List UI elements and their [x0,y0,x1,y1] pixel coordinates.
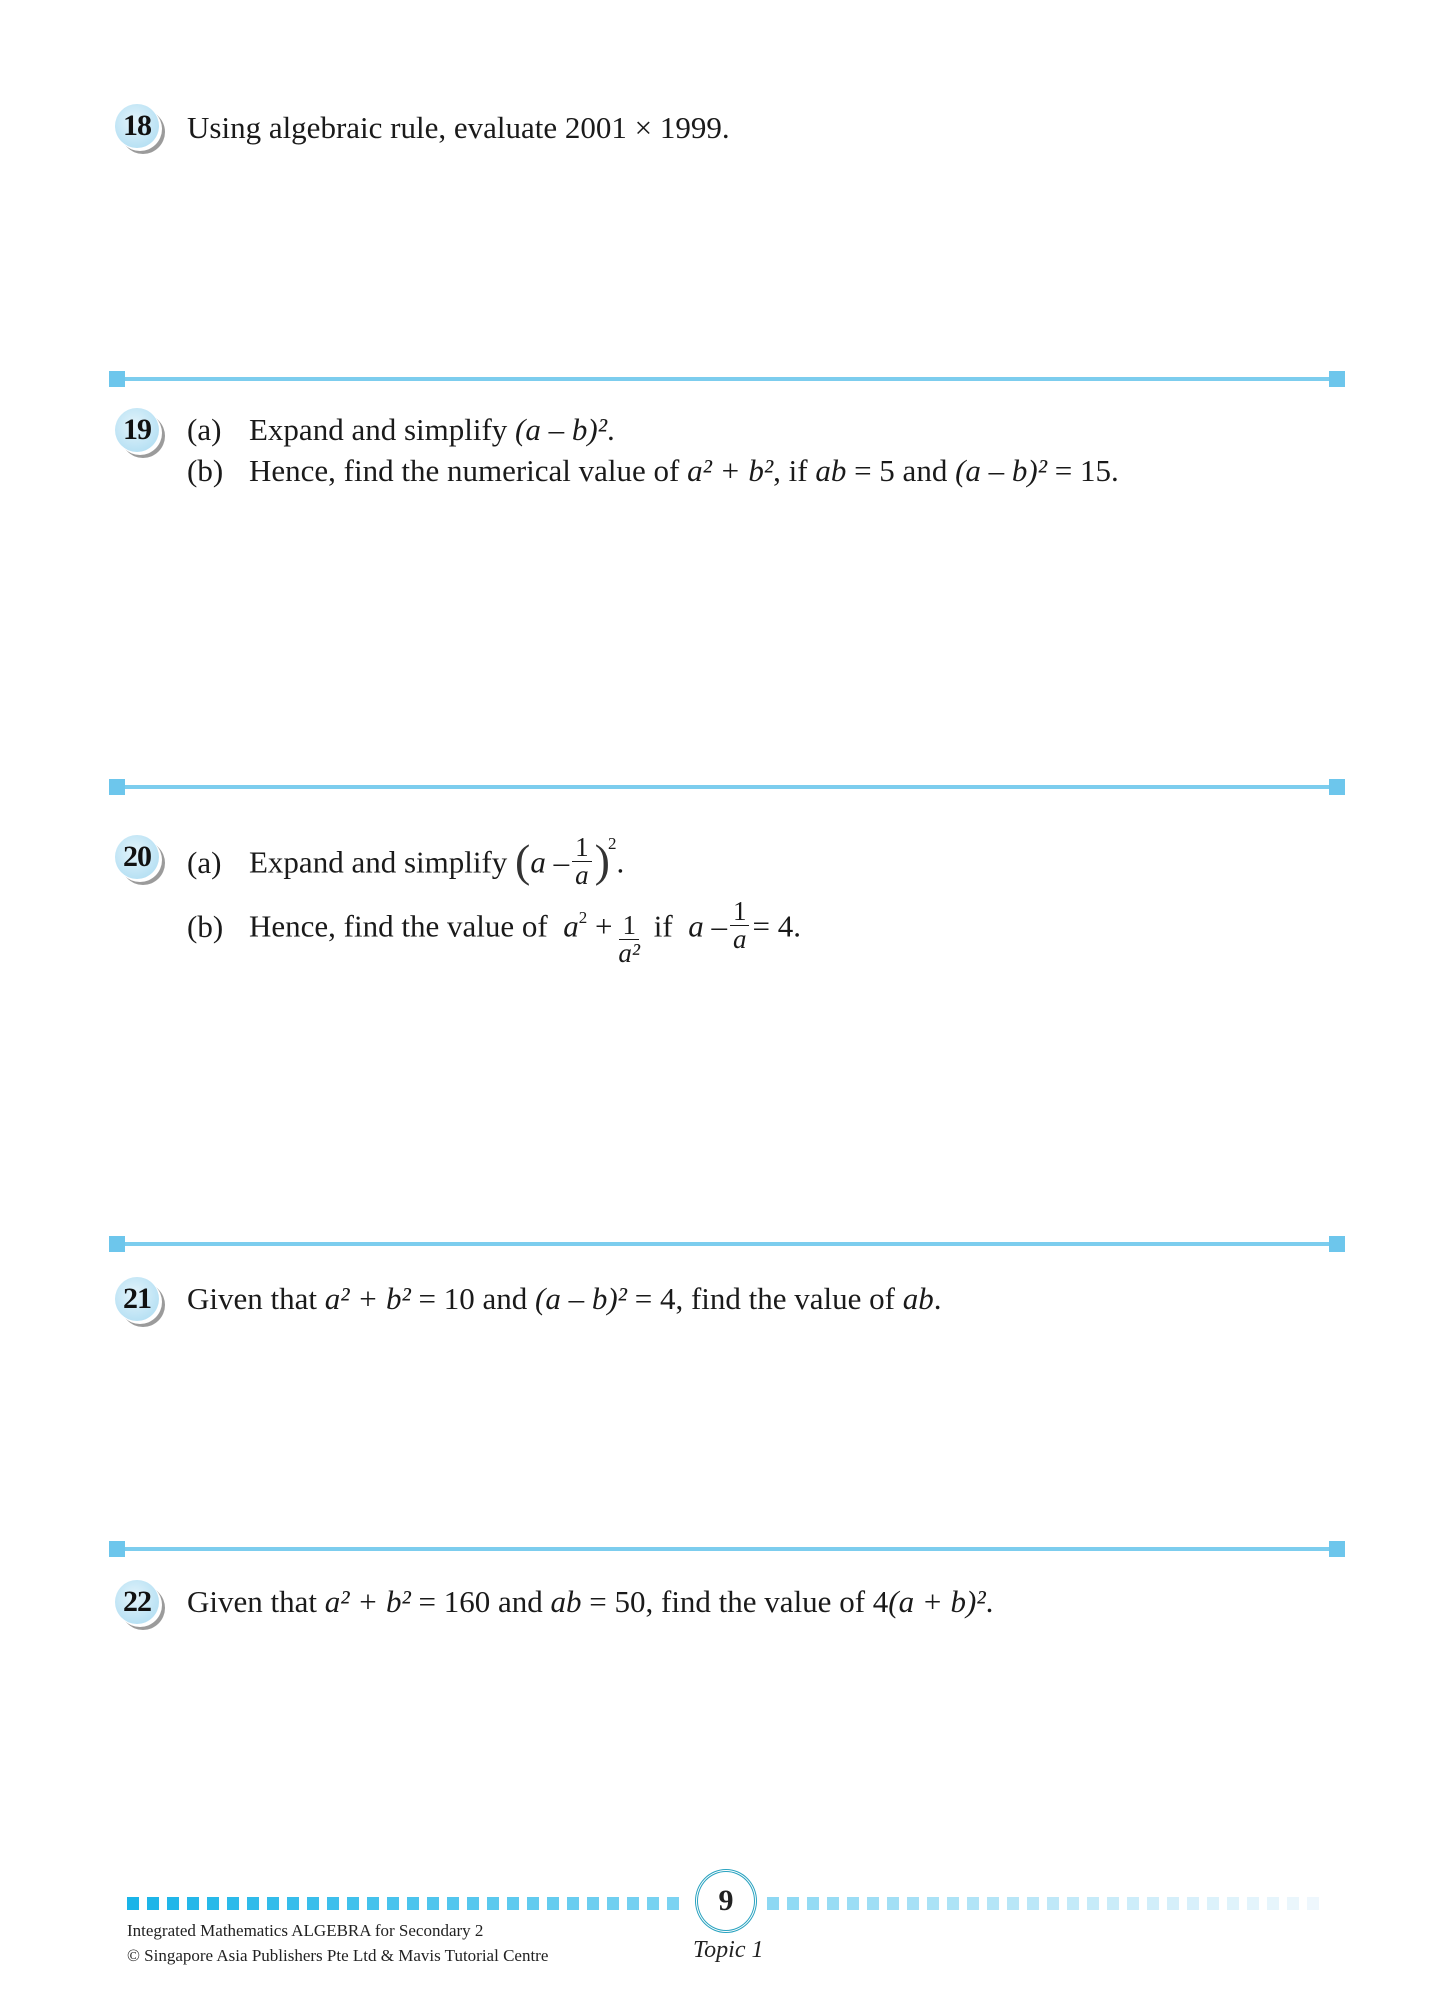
footer-dot [1147,1897,1159,1910]
footer-dot [227,1897,239,1910]
math-expression: (a – b)² [535,1281,627,1316]
divider-endcap [109,1541,125,1557]
footer-dot [507,1897,519,1910]
math-expression: (a + b)² [888,1584,986,1619]
plus-sign: + [594,908,613,944]
question-text: = 160 and [410,1584,551,1619]
question-18-text [187,110,730,146]
footer-dot [267,1897,279,1910]
math-expression: ab [815,453,847,488]
book-title: Integrated Mathematics ALGEBRA for Secondary 2 [127,1921,484,1940]
footer-dot [167,1897,179,1910]
footer-dot [1027,1897,1039,1910]
page-number: 9 [718,1884,734,1917]
question-20a-text [187,832,625,893]
copyright: © Singapore Asia Publishers Pte Ltd & Mavis Tutorial Centre [127,1946,549,1965]
part-label: (b) [187,453,224,488]
divider-endcap [1329,779,1345,795]
footer-dot [1087,1897,1099,1910]
exponent: 2 [578,908,588,927]
footer-dot [367,1897,379,1910]
divider-endcap [109,371,125,387]
question-text: = 15. [1047,453,1119,488]
footer-dot [967,1897,979,1910]
math-variable: a [688,908,704,944]
divider-line [117,785,1337,789]
question-text: = 10 and [410,1281,536,1316]
section-divider [109,371,1345,387]
math-expression: a² + b² [324,1584,411,1619]
fraction-numerator: 1 [619,912,639,940]
footer-dot [127,1897,139,1910]
footer-dot [587,1897,599,1910]
footer-dot [347,1897,359,1910]
question-number-badge [115,104,161,150]
footer-dot [207,1897,219,1910]
question-text: = 50, find the value of 4 [581,1584,889,1619]
question-text: Hence, find the numerical value of [249,453,688,488]
math-expression: ab [902,1281,934,1316]
section-divider [109,1541,1345,1557]
footer-dot [1227,1897,1239,1910]
footer-dot [947,1897,959,1910]
fraction [615,912,643,967]
question-text: Expand and simplify [249,412,516,447]
question-text: = 4. [752,908,801,944]
footer-dot [1107,1897,1119,1910]
divider-line [117,1547,1337,1551]
fraction [730,898,750,953]
part-label: (b) [187,908,224,944]
footer-dot [147,1897,159,1910]
footer-dot [927,1897,939,1910]
question-text: = 5 and [846,453,956,488]
divider-endcap [1329,1236,1345,1252]
question-text: . [985,1584,994,1619]
close-paren: ) [594,834,610,886]
question-text: . [933,1281,942,1316]
footer-dot [327,1897,339,1910]
footer-dot [247,1897,259,1910]
question-number: 20 [115,835,159,879]
footer-dot [467,1897,479,1910]
fraction-denominator: a [575,860,589,890]
question-21-text [187,1281,941,1317]
footer-dot [567,1897,579,1910]
question-text: if [653,908,673,944]
fraction-denominator: a² [618,938,641,968]
footer-dot [1007,1897,1019,1910]
footer-dot [887,1897,899,1910]
footer-dot [527,1897,539,1910]
question-19b-text [187,453,1119,489]
footer-dot [487,1897,499,1910]
divider-endcap [1329,1541,1345,1557]
question-text: Expand and simplify [249,844,508,880]
question-19a-text [187,412,615,448]
footer-dot [427,1897,439,1910]
divider-endcap [1329,371,1345,387]
footer-dot [1287,1897,1299,1910]
question-text: Using algebraic rule, evaluate 2001 × 1999. [187,110,730,145]
topic-label: Topic 1 [693,1937,764,1963]
math-expression: (a – b)² [955,453,1048,488]
footer-dot [1187,1897,1199,1910]
footer-dot [987,1897,999,1910]
divider-line [117,1242,1337,1246]
footer-dot [1267,1897,1279,1910]
footer-dot [1067,1897,1079,1910]
math-expression: (a – b)² [515,412,607,447]
footer-dot [647,1897,659,1910]
footer-dot [1307,1897,1319,1910]
footer-dot [787,1897,799,1910]
footer-dot [387,1897,399,1910]
part-label: (a) [187,412,222,447]
fraction [572,834,592,889]
question-number-badge [115,1580,161,1626]
footer-dot [807,1897,819,1910]
question-number: 21 [115,1277,159,1321]
footer-dot [1167,1897,1179,1910]
footer-dot [1127,1897,1139,1910]
question-text: Hence, find the value of [249,908,548,944]
question-number-badge [115,1277,161,1323]
footer-dot [867,1897,879,1910]
footer-dot [1247,1897,1259,1910]
question-text: . [616,844,625,880]
question-text: Given that [187,1584,325,1619]
question-number: 18 [115,104,159,148]
footer-dot [287,1897,299,1910]
exponent: 2 [607,834,617,853]
minus-sign: – [711,908,727,944]
footer-dot [307,1897,319,1910]
footer-dot [847,1897,859,1910]
footer-dot [607,1897,619,1910]
footer-dot [187,1897,199,1910]
math-expression: a² + b² [324,1281,411,1316]
math-variable: a [530,844,546,880]
open-paren: ( [515,834,531,886]
footer-dot [827,1897,839,1910]
footer-dot [407,1897,419,1910]
question-number: 22 [115,1580,159,1624]
page-number-circle [695,1869,757,1933]
question-text: . [607,412,615,447]
part-label: (a) [187,844,222,880]
question-text: = 4, find the value of [626,1281,903,1316]
footer-dot [907,1897,919,1910]
question-number: 19 [115,408,159,452]
footer-dot [447,1897,459,1910]
divider-endcap [109,1236,125,1252]
question-number-badge [115,408,161,454]
section-divider [109,779,1345,795]
footer-dot [1207,1897,1219,1910]
math-variable: a [563,908,579,944]
section-divider [109,1236,1345,1252]
fraction-numerator: 1 [572,834,592,862]
divider-line [117,377,1337,381]
footer-dot [767,1897,779,1910]
question-20b-text [187,896,801,968]
fraction-denominator: a [732,924,747,954]
math-expression: ab [550,1584,582,1619]
footer-dot [667,1897,679,1910]
fraction-numerator: 1 [730,898,750,926]
divider-endcap [109,779,125,795]
question-text: , if [773,453,816,488]
math-expression: a² + b² [687,453,774,488]
footer-dot [1047,1897,1059,1910]
question-22-text [187,1584,993,1620]
footer-dot [627,1897,639,1910]
question-number-badge [115,835,161,881]
question-text: Given that [187,1281,325,1316]
minus-sign: – [553,844,570,880]
footer-dot [547,1897,559,1910]
